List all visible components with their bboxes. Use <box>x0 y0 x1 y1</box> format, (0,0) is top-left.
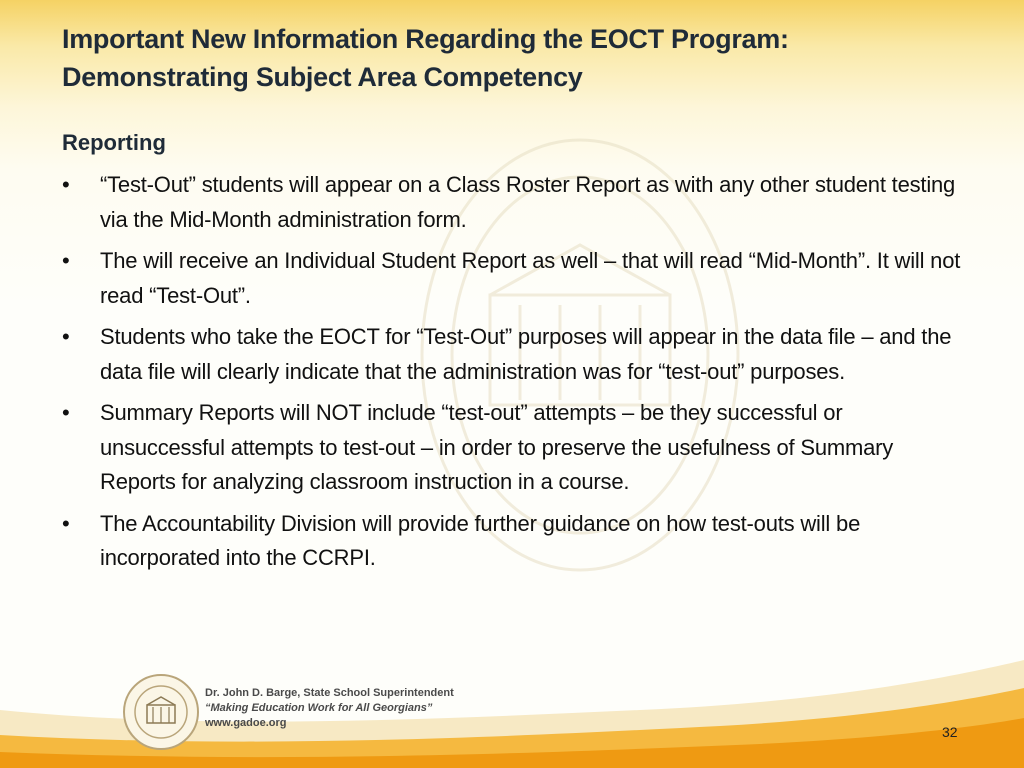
bullet-list <box>62 168 972 583</box>
bullet-marker: • <box>62 324 70 349</box>
bullet-item <box>62 244 972 313</box>
bullet-item <box>62 320 972 389</box>
bullet-item <box>62 168 972 237</box>
slide-title <box>62 20 982 96</box>
bullet-text: “Test-Out” students will appear on a Class Roster Report as with any other student testing via the Mid-Month administration form. <box>100 172 956 232</box>
bullet-marker: • <box>62 400 70 425</box>
footer-slogan: “Making Education Work for All Georgians” <box>205 702 433 714</box>
bullet-text: Summary Reports will NOT include “test-out” attempts – be they successful or unsuccessful attempts to test-out – in order to preserve the usefulness of Summary Reports for analyzing classroom instruction in a course. <box>100 400 894 494</box>
footer-superintendent: Dr. John D. Barge, State School Superintendent <box>205 687 454 699</box>
page-number: 32 <box>942 724 958 740</box>
bullet-item <box>62 396 972 500</box>
bullet-item <box>62 507 972 576</box>
bullet-marker: • <box>62 172 70 197</box>
bullet-text: The Accountability Division will provide further guidance on how test-outs will be incorporated into the CCRPI. <box>100 510 861 570</box>
slide-title-line-2: Demonstrating Subject Area Competency <box>62 62 583 92</box>
footer-website-link[interactable]: www.gadoe.org <box>205 717 287 729</box>
bullet-marker: • <box>62 510 70 536</box>
bullet-marker: • <box>62 248 70 273</box>
section-heading: Reporting <box>62 130 166 155</box>
slide-title-line-1: Important New Information Regarding the EOCT Program: <box>62 24 789 54</box>
bullet-text: Students who take the EOCT for “Test-Out” purposes will appear in the data file – and the data file will clearly indicate that the administration was for “test-out” purposes. <box>100 324 952 384</box>
footer-credits <box>205 686 454 731</box>
bullet-text: The will receive an Individual Student Report as well – that will read “Mid-Month”. It will not read “Test-Out”. <box>100 248 961 308</box>
department-of-education-seal-icon <box>122 673 200 751</box>
